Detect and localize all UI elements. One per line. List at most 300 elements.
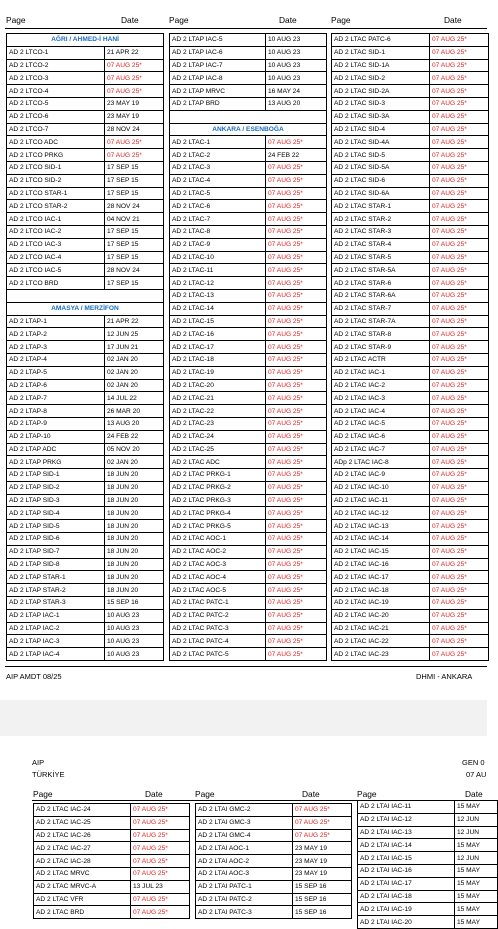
date-cell: 16 MAY 24: [266, 85, 327, 98]
table-row: [34, 842, 190, 855]
date-cell: 07 AUG 25*: [266, 392, 327, 405]
date-cell: 07 AUG 25*: [266, 405, 327, 418]
page-ref-cell: AD 2 LTCO-6: [7, 110, 105, 123]
table-row: [7, 494, 164, 507]
page-ref-cell: AD 2 LTAC-19: [170, 366, 266, 379]
date-cell: 07 AUG 25*: [266, 635, 327, 648]
page-ref-cell: AD 2 LTAC-15: [170, 315, 266, 328]
table-row: [7, 430, 164, 443]
table-row: [170, 225, 327, 238]
table-row: [7, 405, 164, 418]
page-ref-cell: AD 2 LTAC-13: [170, 289, 266, 302]
date-cell: 07 AUG 25*: [266, 187, 327, 200]
table-row: [170, 302, 327, 315]
date-cell: 07 AUG 25*: [430, 430, 489, 443]
table-row: [34, 867, 190, 880]
table-row: [170, 545, 327, 558]
table-row: [170, 366, 327, 379]
page-ref-cell: AD 2 LTAC SID-5: [332, 149, 430, 162]
page-ref-cell: AD 2 LTAC-12: [170, 277, 266, 290]
page-ref-cell: AD 2 LTAI GMC-4: [196, 829, 293, 842]
page-ref-cell: AD 2 LTAC-11: [170, 264, 266, 277]
table-row: [332, 110, 489, 123]
date-cell: 15 SEP 16: [105, 597, 164, 610]
table-row: [34, 855, 190, 868]
page-ref-cell: AD 2 LTAC IAC-18: [332, 584, 430, 597]
table-row: [7, 392, 164, 405]
page-ref-cell: AD 2 LTCO IAC-4: [7, 251, 105, 264]
document-page-bottom: [0, 736, 487, 926]
date-cell: 07 AUG 25*: [430, 72, 489, 85]
date-cell: 07 AUG 25*: [430, 123, 489, 136]
date-cell: 10 AUG 23: [266, 59, 327, 72]
table-row: [170, 622, 327, 635]
date-cell: 21 APR 22: [105, 46, 164, 59]
table-row: [7, 507, 164, 520]
table-row: [7, 481, 164, 494]
table-row: [7, 341, 164, 354]
table-row: [34, 829, 190, 842]
date-cell: 07 AUG 25*: [430, 264, 489, 277]
page-ref-cell: AD 2 LTAC STAR-6: [332, 277, 430, 290]
date-cell: 24 FEB 22: [105, 430, 164, 443]
table-row: [170, 584, 327, 597]
date-cell: 17 SEP 15: [105, 225, 164, 238]
page-ref-cell: AD 2 LTAP SID-1: [7, 469, 105, 482]
date-cell: 15 SEP 16: [293, 880, 352, 893]
page-ref-cell: AD 2 LTAP IAC-6: [170, 46, 266, 59]
date-cell: 10 AUG 23: [105, 648, 164, 661]
table-row: [332, 328, 489, 341]
page-ref-cell: AD 2 LTAC ACTR: [332, 353, 430, 366]
date-cell: 17 SEP 15: [105, 238, 164, 251]
date-cell: 07 AUG 25*: [430, 545, 489, 558]
table-row: [332, 59, 489, 72]
page-ref-cell: AD 2 LTAI AOC-2: [196, 855, 293, 868]
page-ref-cell: AD 2 LTAC PRKG-4: [170, 507, 266, 520]
page-ref-cell: AD 2 LTAI IAC-12: [358, 813, 455, 826]
table-row: [7, 200, 164, 213]
table-row: [196, 842, 352, 855]
table-row: [332, 123, 489, 136]
table-row: [170, 609, 327, 622]
date-cell: 07 AUG 25*: [131, 842, 190, 855]
blank-row: [170, 110, 327, 123]
date-cell: 02 JAN 20: [105, 366, 164, 379]
date-cell: 07 AUG 25*: [430, 110, 489, 123]
header-page-label: Page: [169, 15, 189, 25]
table-row: [358, 877, 498, 890]
date-cell: 18 JUN 20: [105, 481, 164, 494]
page-ref-cell: AD 2 LTAC IAC-11: [332, 494, 430, 507]
date-cell: 23 MAY 19: [105, 110, 164, 123]
table-row: [358, 890, 498, 903]
date-cell: 07 AUG 25*: [293, 816, 352, 829]
page-ref-cell: AD 2 LTAP IAC-7: [170, 59, 266, 72]
table-row: [332, 507, 489, 520]
date-cell: 28 NOV 24: [105, 123, 164, 136]
table-row: [332, 264, 489, 277]
date-cell: 07 AUG 25*: [266, 545, 327, 558]
table-row: [332, 635, 489, 648]
page-ref-cell: AD 2 LTAP IAC-2: [7, 622, 105, 635]
date-cell: 07 AUG 25*: [430, 341, 489, 354]
page-ref-cell: AD 2 LTAC PATC-2: [170, 609, 266, 622]
table-row: [332, 34, 489, 47]
page-ref-cell: AD 2 LTAC MRVC: [34, 867, 131, 880]
page-ref-cell: AD 2 LTAP IAC-8: [170, 72, 266, 85]
date-cell: 07 AUG 25*: [430, 571, 489, 584]
page-ref-cell: AD 2 LTAP-9: [7, 417, 105, 430]
table-row: [170, 161, 327, 174]
date-cell: 07 AUG 25*: [266, 456, 327, 469]
date-cell: 07 AUG 25*: [430, 34, 489, 47]
table-row: [332, 174, 489, 187]
table-row: [358, 852, 498, 865]
table-row: [7, 59, 164, 72]
index-table-col-b2: [195, 803, 352, 919]
page-ref-cell: AD 2 LTAI AOC-1: [196, 842, 293, 855]
page-ref-cell: AD 2 LTAC BRD: [34, 906, 131, 919]
table-row: [170, 136, 327, 149]
page-ref-cell: AD 2 LTAI IAC-15: [358, 852, 455, 865]
date-cell: 07 AUG 25*: [430, 302, 489, 315]
table-row: [170, 405, 327, 418]
table-row: [170, 251, 327, 264]
date-cell: 07 AUG 25*: [430, 149, 489, 162]
page-ref-cell: AD 2 LTAC IAC-22: [332, 635, 430, 648]
date-cell: 07 AUG 25*: [266, 379, 327, 392]
page-ref-cell: AD 2 LTAC IAC-10: [332, 481, 430, 494]
table-row: [332, 341, 489, 354]
date-cell: 07 AUG 25*: [131, 867, 190, 880]
page-ref-cell: AD 2 LTAP-1: [7, 315, 105, 328]
date-cell: 13 AUG 20: [266, 97, 327, 110]
page-ref-cell: AD 2 LTAP IAC-4: [7, 648, 105, 661]
table-row: [358, 826, 498, 839]
table-row: [170, 392, 327, 405]
date-cell: 07 AUG 25*: [105, 136, 164, 149]
table-row: [332, 417, 489, 430]
page-ref-cell: AD 2 LTAC-16: [170, 328, 266, 341]
table-row: [170, 238, 327, 251]
date-cell: 18 JUN 20: [105, 545, 164, 558]
page-ref-cell: AD 2 LTAC IAC-3: [332, 392, 430, 405]
page-ref-cell: AD 2 LTAC-22: [170, 405, 266, 418]
section-heading-row: [170, 123, 327, 136]
table-row: [34, 804, 190, 817]
aip-label: AIP: [32, 758, 45, 767]
page-ref-cell: AD 2 LTAC AOC-1: [170, 533, 266, 546]
page-ref-cell: AD 2 LTAP SID-7: [7, 545, 105, 558]
page-ref-cell: AD 2 LTAC SID-6: [332, 174, 430, 187]
date-cell: 07 AUG 25*: [430, 97, 489, 110]
footer-publisher: DHMI - ANKARA: [416, 672, 473, 681]
date-cell: 07 AUG 25*: [430, 174, 489, 187]
table-row: [7, 443, 164, 456]
page-ref-cell: AD 2 LTAC-20: [170, 379, 266, 392]
date-cell: 12 JUN 25: [105, 328, 164, 341]
date-cell: 07 AUG 25*: [430, 85, 489, 98]
table-row: [196, 816, 352, 829]
table-row: [7, 584, 164, 597]
page-ref-cell: AD 2 LTAC SID-1A: [332, 59, 430, 72]
table-row: [332, 520, 489, 533]
table-row: [358, 916, 498, 929]
page-ref-cell: AD 2 LTAI PATC-1: [196, 880, 293, 893]
page-ref-cell: AD 2 LTAC IAC-12: [332, 507, 430, 520]
page-ref-cell: AD 2 LTAC-8: [170, 225, 266, 238]
table-row: [7, 110, 164, 123]
date-cell: 10 AUG 23: [266, 34, 327, 47]
table-row: [332, 545, 489, 558]
table-row: [332, 46, 489, 59]
page-ref-cell: AD 2 LTAC IAC-24: [34, 804, 131, 817]
date-cell: 07 AUG 25*: [430, 533, 489, 546]
date-cell: 07 AUG 25*: [266, 597, 327, 610]
date-cell: 07 AUG 25*: [430, 353, 489, 366]
date-cell: 07 AUG 25*: [430, 622, 489, 635]
date-cell: 07 AUG 25*: [430, 494, 489, 507]
table-row: [7, 545, 164, 558]
table-row: [7, 597, 164, 610]
table-row: [7, 238, 164, 251]
date-cell: 07 AUG 25*: [430, 251, 489, 264]
page-ref-cell: AD 2 LTCO ADC: [7, 136, 105, 149]
date-cell: 28 NOV 24: [105, 200, 164, 213]
page-ref-cell: AD 2 LTAP IAC-3: [7, 635, 105, 648]
date-cell: 07 AUG 25*: [131, 816, 190, 829]
page-ref-cell: AD 2 LTAC SID-5A: [332, 161, 430, 174]
page-ref-cell: AD 2 LTAC IAC-23: [332, 648, 430, 661]
date-cell: 07 AUG 25*: [430, 161, 489, 174]
page-ref-cell: AD 2 LTCO IAC-5: [7, 264, 105, 277]
page-ref-cell: AD 2 LTCO SID-2: [7, 174, 105, 187]
page-ref-cell: AD 2 LTAC-17: [170, 341, 266, 354]
date-cell: 07 AUG 25*: [266, 174, 327, 187]
header-page-label: Page: [33, 789, 53, 799]
page-ref-cell: AD 2 LTAC SID-4: [332, 123, 430, 136]
page-ref-cell: AD 2 LTAC IAC-13: [332, 520, 430, 533]
date-cell: 07 AUG 25*: [430, 289, 489, 302]
date-cell: 02 JAN 20: [105, 353, 164, 366]
table-row: [358, 813, 498, 826]
page-ref-cell: AD 2 LTAC SID-3: [332, 97, 430, 110]
date-cell: 07 AUG 25*: [430, 648, 489, 661]
index-table-col-b1: [33, 803, 190, 919]
date-cell: 07 AUG 25*: [131, 893, 190, 906]
page-ref-cell: AD 2 LTAC IAC-14: [332, 533, 430, 546]
page-ref-cell: AD 2 LTAC SID-1: [332, 46, 430, 59]
date-cell: 07 AUG 25*: [430, 136, 489, 149]
table-row: [170, 174, 327, 187]
page-ref-cell: AD 2 LTAC IAC-15: [332, 545, 430, 558]
page-ref-cell: AD 2 LTAP-3: [7, 341, 105, 354]
header-page-label: Page: [195, 789, 215, 799]
date-cell: 18 JUN 20: [105, 469, 164, 482]
date-cell: 07 AUG 25*: [430, 187, 489, 200]
page-ref-cell: AD 2 LTAC STAR-7: [332, 302, 430, 315]
table-row: [7, 315, 164, 328]
date-cell: 07 AUG 25*: [105, 59, 164, 72]
date-cell: 04 NOV 21: [105, 213, 164, 226]
date-cell: 07 AUG 25*: [266, 443, 327, 456]
page-ref-cell: AD 2 LTAC-5: [170, 187, 266, 200]
table-row: [196, 893, 352, 906]
date-cell: 07 AUG 25*: [430, 366, 489, 379]
date-cell: 07 AUG 25*: [430, 597, 489, 610]
table-row: [7, 264, 164, 277]
page-ref-cell: AD 2 LTAP-7: [7, 392, 105, 405]
table-row: [170, 481, 327, 494]
date-cell: 07 AUG 25*: [266, 225, 327, 238]
date-cell: 17 SEP 15: [105, 277, 164, 290]
table-row: [7, 225, 164, 238]
date-cell: 07 AUG 25*: [266, 238, 327, 251]
page-ref-cell: AD 2 LTAI IAC-20: [358, 916, 455, 929]
date-cell: 21 APR 22: [105, 315, 164, 328]
blank-cell: [7, 289, 164, 302]
page-ref-cell: AD 2 LTAC PATC-6: [332, 34, 430, 47]
table-row: [170, 72, 327, 85]
date-cell: 07 AUG 25*: [266, 609, 327, 622]
table-row: [7, 213, 164, 226]
date-cell: 07 AUG 25*: [430, 520, 489, 533]
page-ref-cell: AD 2 LTAC ADC: [170, 456, 266, 469]
table-row: [7, 417, 164, 430]
header-date-label: Date: [444, 15, 462, 25]
date-cell: 26 MAR 20: [105, 405, 164, 418]
date-cell: 10 AUG 23: [105, 609, 164, 622]
date-cell: 07 AUG 25*: [266, 341, 327, 354]
date-cell: 07 AUG 25*: [430, 481, 489, 494]
page-ref-cell: AD 2 LTAC SID-4A: [332, 136, 430, 149]
page-ref-cell: AD 2 LTAC STAR-2: [332, 213, 430, 226]
table-row: [332, 161, 489, 174]
page-ref-cell: AD 2 LTAC PRKG-3: [170, 494, 266, 507]
page-ref-cell: AD 2 LTAC IAC-17: [332, 571, 430, 584]
table-row: [7, 123, 164, 136]
page-ref-cell: AD 2 LTAI GMC-3: [196, 816, 293, 829]
table-row: [170, 97, 327, 110]
date-cell: 07 AUG 25*: [131, 906, 190, 919]
table-row: [7, 187, 164, 200]
page-ref-cell: AD 2 LTAC IAC-1: [332, 366, 430, 379]
table-row: [196, 880, 352, 893]
header-date-label: Date: [121, 15, 139, 25]
date-cell: 07 AUG 25*: [266, 417, 327, 430]
table-row: [332, 200, 489, 213]
table-row: [332, 584, 489, 597]
table-row: [7, 97, 164, 110]
page-ref-cell: AD 2 LTAC VFR: [34, 893, 131, 906]
table-row: [170, 494, 327, 507]
table-row: [170, 85, 327, 98]
table-row: [170, 264, 327, 277]
page-ref-cell: AD 2 LTAC IAC-26: [34, 829, 131, 842]
page-ref-cell: AD 2 LTCO-4: [7, 85, 105, 98]
table-row: [34, 893, 190, 906]
table-row: [332, 213, 489, 226]
page-ref-cell: AD 2 LTAC IAC-21: [332, 622, 430, 635]
date-cell: 07 AUG 25*: [430, 200, 489, 213]
page-ref-cell: AD 2 LTAC-21: [170, 392, 266, 405]
date-cell: 12 JUN: [455, 826, 498, 839]
page-ref-cell: AD 2 LTAC IAC-27: [34, 842, 131, 855]
table-row: [332, 494, 489, 507]
table-row: [196, 829, 352, 842]
table-row: [170, 597, 327, 610]
table-row: [332, 597, 489, 610]
page-ref-cell: AD 2 LTAI IAC-16: [358, 864, 455, 877]
table-row: [358, 864, 498, 877]
index-table-col-b3: [357, 800, 498, 929]
page-ref-cell: AD 2 LTAP-8: [7, 405, 105, 418]
page-ref-cell: ADp 2 LTAC IAC-8: [332, 456, 430, 469]
table-row: [332, 622, 489, 635]
date-cell: 07 AUG 25*: [266, 622, 327, 635]
date-cell: 23 MAY 19: [105, 97, 164, 110]
date-cell: 15 MAY: [455, 864, 498, 877]
date-cell: 12 JUN: [455, 813, 498, 826]
page-ref-cell: AD 2 LTAP-2: [7, 328, 105, 341]
date-cell: 07 AUG 25*: [430, 277, 489, 290]
date-cell: 07 AUG 25*: [266, 213, 327, 226]
date-cell: 07 AUG 25*: [430, 507, 489, 520]
date-cell: 17 JUN 21: [105, 341, 164, 354]
table-row: [332, 225, 489, 238]
page-ref-cell: AD 2 LTAI AOC-3: [196, 867, 293, 880]
date-cell: 17 SEP 15: [105, 187, 164, 200]
date-cell: 10 AUG 23: [105, 635, 164, 648]
table-row: [170, 328, 327, 341]
page-ref-cell: AD 2 LTAP SID-5: [7, 520, 105, 533]
page-ref-cell: AD 2 LTAC AOC-2: [170, 545, 266, 558]
page-ref-cell: AD 2 LTAC STAR-5: [332, 251, 430, 264]
table-row: [332, 238, 489, 251]
table-row: [332, 405, 489, 418]
table-row: [7, 46, 164, 59]
page-ref-cell: AD 2 LTAP IAC-1: [7, 609, 105, 622]
date-cell: 07 AUG 25*: [430, 379, 489, 392]
footer-rule: [5, 666, 487, 667]
table-row: [170, 341, 327, 354]
table-row: [7, 85, 164, 98]
date-cell: 10 AUG 23: [266, 46, 327, 59]
table-row: [7, 533, 164, 546]
table-row: [332, 277, 489, 290]
page-ref-cell: AD 2 LTAC PATC-4: [170, 635, 266, 648]
date-cell: 28 NOV 24: [105, 264, 164, 277]
date-cell: 07 AUG 25*: [266, 328, 327, 341]
page-ref-cell: AD 2 LTAC STAR-6A: [332, 289, 430, 302]
date-cell: 07 AUG 25*: [266, 430, 327, 443]
table-row: [358, 839, 498, 852]
date-cell: 07 AUG 25*: [131, 804, 190, 817]
page-ref-cell: AD 2 LTAC-3: [170, 161, 266, 174]
table-row: [7, 328, 164, 341]
table-row: [7, 353, 164, 366]
page-ref-cell: AD 2 LTCO SID-1: [7, 161, 105, 174]
page-ref-cell: AD 2 LTAC IAC-7: [332, 443, 430, 456]
date-cell: 07 AUG 25*: [105, 85, 164, 98]
table-row: [332, 609, 489, 622]
header-page-label: Page: [357, 789, 377, 799]
table-row: [332, 469, 489, 482]
date-cell: 07 AUG 25*: [430, 225, 489, 238]
date-cell: 02 JAN 20: [105, 456, 164, 469]
table-row: [196, 804, 352, 817]
